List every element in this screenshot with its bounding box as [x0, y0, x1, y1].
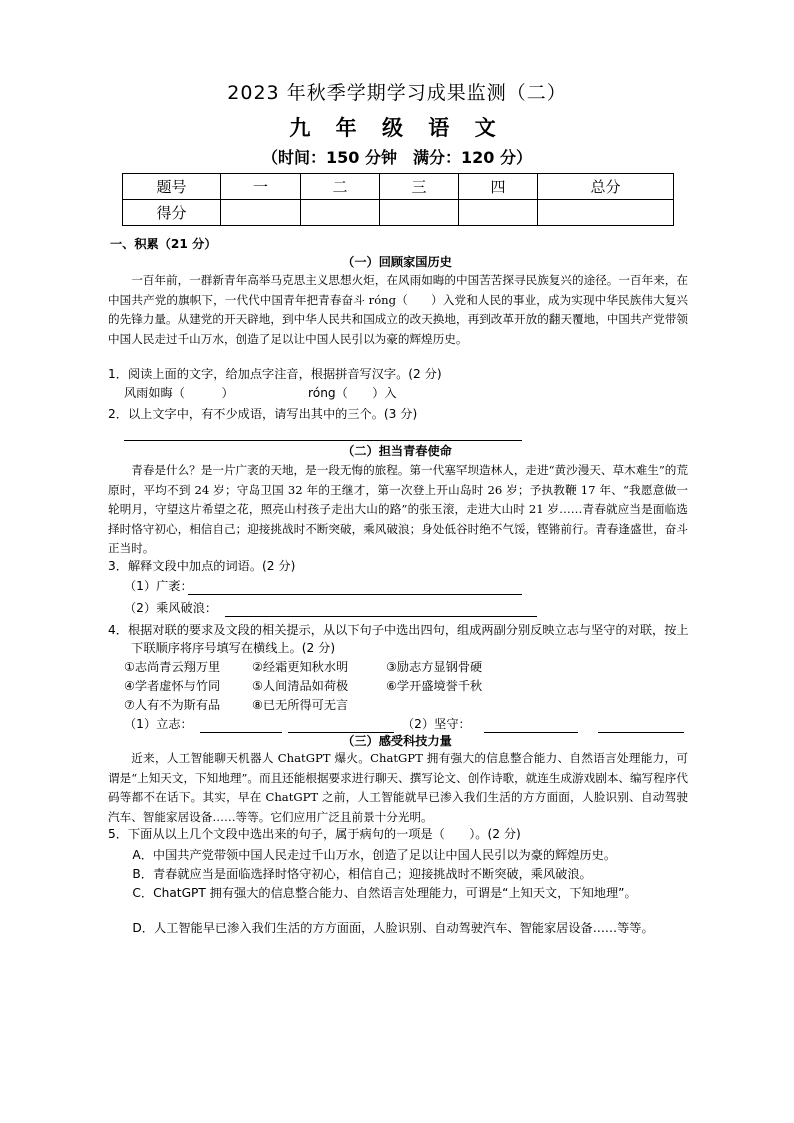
question-3-b-label: （2）乘风破浪：	[124, 601, 218, 615]
question-5: 5．下面从以上几个文段中选出来的句子，属于病句的一项是（ ）。(2 分)	[108, 827, 521, 841]
score-cell[interactable]	[538, 200, 674, 226]
score-cell[interactable]	[301, 200, 380, 226]
q4-option-5: ⑤人间清品如荷极	[252, 679, 349, 693]
score-col-1: 一	[221, 174, 301, 200]
part2-heading: （二）担当青春使命	[342, 444, 452, 458]
score-cell[interactable]	[380, 200, 459, 226]
question-3: 3．解释文段中加点的词语。(2 分)	[108, 559, 296, 573]
question-1-blank-b[interactable]: róng（ ）入	[308, 386, 397, 400]
q4-option-8: ⑧已无所得可无言	[252, 698, 349, 712]
question-1: 1．阅读上面的文字，给加点字注音，根据拼音写汉字。(2 分)	[108, 367, 442, 381]
q5-option-a: A．中国共产党带领中国人民走过千山万水，创造了足以让中国人民引以为豪的辉煌历史。	[132, 848, 617, 862]
exam-info: （时间：150 分钟 满分：120 分）	[262, 148, 532, 167]
part3-passage: 近来，人工智能聊天机器人 ChatGPT 爆火。ChatGPT 拥有强大的信息整合能力、自然语言处理能力，可谓是“上知天文，下知地理”。而且还能根据要求进行聊天、撰写论文、创作诗歌，就连生成游戏剧本、编写程序代码等都不在话下。其实，早在 ChatGPT 之前，人工智能就早已渗入我们生活的方方面面，人脸识别、自动驾驶汽车、智能家居设备……等等。它们应用广泛且前景十分光明。	[108, 751, 688, 824]
section1-title: 一、积累（21 分）	[110, 237, 217, 251]
part2-passage: 青春是什么？是一片广袤的天地，是一段无悔的旅程。第一代塞罕坝造林人，走进“黄沙漫天、草木难生”的荒原时，平均不到 24 岁；守岛卫国 32 年的王继才，第一次登上开山岛时 26 岁；予执教鞭 17 年、“我愿意做一轮明月，守望这片希望之花，照亮山村孩子走出大山的路”的张玉滚，走进大山时 21 岁……青春就应当是面临选择时恪守初心，相信自己；迎接挑战时不断突破，乘风破浪；身处低谷时绝不气馁，铿锵前行。青春逢盛世，奋斗正当时。	[108, 463, 688, 556]
question-4: 4．根据对联的要求及文段的相关提示，从以下句子中选出四句，组成两副分别反映立志与坚守的对联，按上下联顺序将序号填写在横线上。(2 分)	[108, 623, 689, 655]
part1-passage: 一百年前，一群新青年高举马克思主义思想火炬，在风雨如晦的中国苦苦探寻民族复兴的途径。一百年来，在中国共产党的旗帜下，一代代中国青年把青春奋斗 róng（ ）入党和人民的事业，成为实现中华民族伟大复兴的先锋力量。从建党的开天辟地，到中华人民共和国成立的改天换地，再到改革开放的翻天覆地，中国共产党带领中国人民走过千山万水，创造了足以让中国人民引以为豪的辉煌历史。	[108, 273, 688, 346]
q4-option-4: ④学者虚怀与竹同	[124, 679, 221, 693]
score-table-header-row	[123, 174, 674, 200]
score-cell[interactable]	[459, 200, 538, 226]
q4-option-6: ⑥学开盛境誉千秋	[386, 679, 483, 693]
score-col-2: 二	[301, 174, 380, 200]
q4-option-3: ③励志方显钢骨硬	[386, 660, 483, 674]
score-table	[122, 173, 674, 226]
score-table-row-label: 得分	[123, 200, 221, 226]
exam-title: 2023 年秋季学期学习成果监测（二）	[227, 82, 567, 104]
score-col-4: 四	[459, 174, 538, 200]
score-col-total: 总分	[538, 174, 674, 200]
question-1-blank-a[interactable]: 风雨如晦（ ）	[124, 386, 234, 400]
question-2-answer-line[interactable]	[124, 440, 522, 441]
q4-option-2: ②经霜更知秋水明	[252, 660, 349, 674]
part3-heading: （三）感受科技力量	[342, 734, 452, 748]
score-col-3: 三	[380, 174, 459, 200]
question-4-b-label: （2）坚守：	[402, 717, 471, 731]
question-3-a-label: （1）广袤：	[124, 579, 193, 593]
q5-option-d: D．人工智能早已渗入我们生活的方方面面，人脸识别、自动驾驶汽车、智能家居设备……等等。	[132, 921, 654, 935]
q5-option-c: C．ChatGPT 拥有强大的信息整合能力、自然语言处理能力，可谓是“上知天文，下知地理”。	[132, 886, 637, 900]
score-table-score-row	[123, 200, 674, 226]
score-table-header-label: 题号	[123, 174, 221, 200]
q5-option-b: B．青春就应当是面临选择时恪守初心，相信自己；迎接挑战时不断突破，乘风破浪。	[132, 867, 592, 881]
question-3-a-line[interactable]	[188, 594, 522, 595]
question-2: 2．以上文字中，有不少成语，请写出其中的三个。(3 分)	[108, 407, 418, 421]
part1-heading: （一）回顾家国历史	[342, 255, 452, 269]
q4-option-7: ⑦人有不为斯有品	[124, 698, 221, 712]
exam-subject: 九 年 级 语 文	[289, 116, 505, 140]
score-cell[interactable]	[221, 200, 301, 226]
q4-option-1: ①志尚青云翔万里	[124, 660, 221, 674]
question-4-a-label: （1）立志：	[124, 717, 193, 731]
question-3-b-line[interactable]	[225, 616, 537, 617]
